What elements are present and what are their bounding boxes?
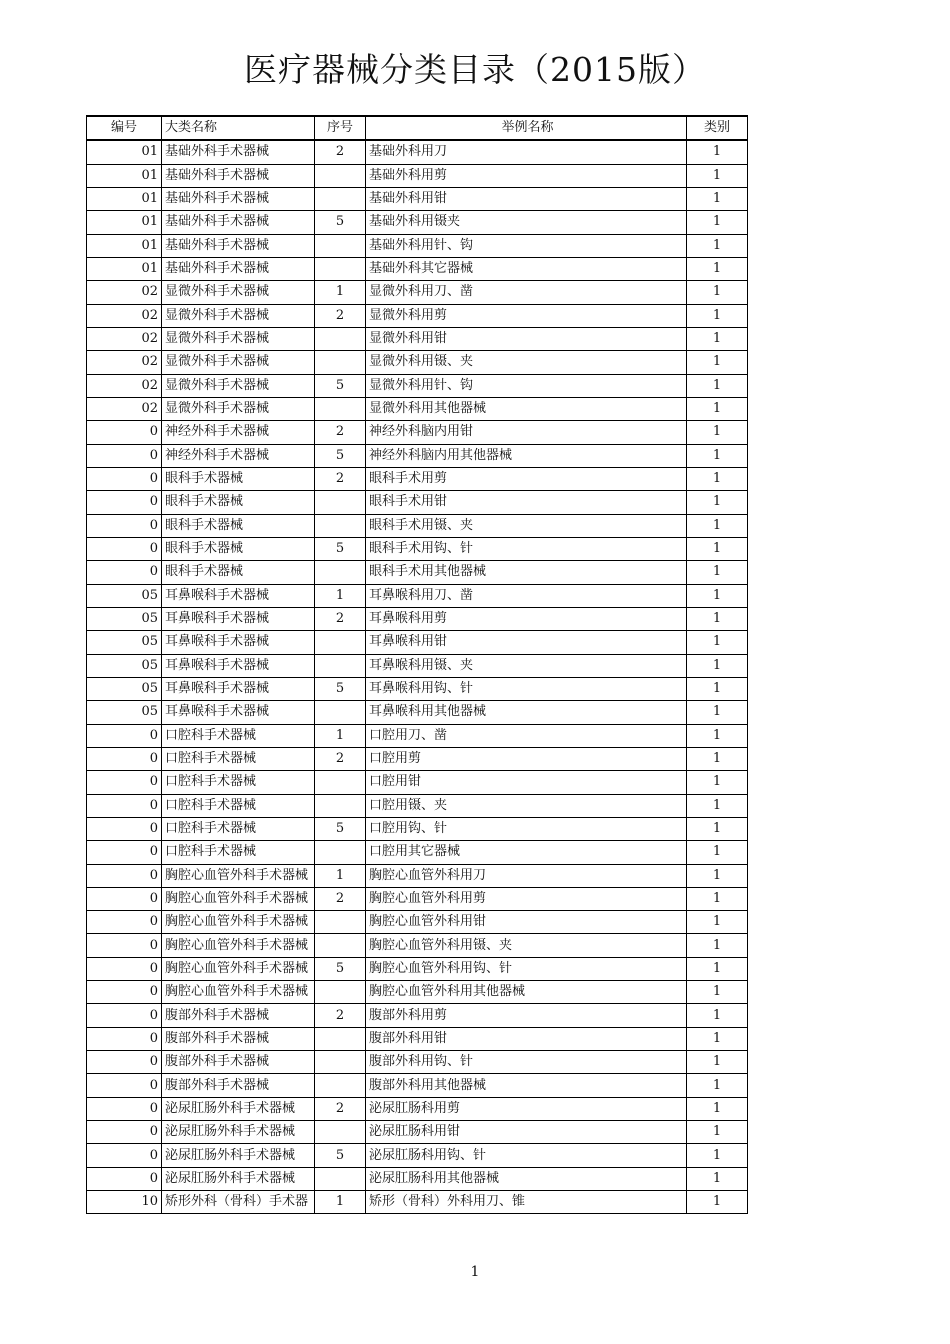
- table-row: [87, 677, 748, 700]
- cell-example: 眼科手术用其他器械: [366, 561, 687, 584]
- cell-example: 神经外科脑内用钳: [366, 421, 687, 444]
- table-body: [87, 140, 748, 1214]
- table-row: [87, 444, 748, 467]
- cell-seq: [315, 257, 366, 280]
- cell-example: 显微外科用钳: [366, 327, 687, 350]
- cell-code: 02: [87, 304, 162, 327]
- cell-code: 05: [87, 701, 162, 724]
- cell-class: 1: [687, 281, 748, 304]
- cell-example: 胸腔心血管外科用钩、针: [366, 957, 687, 980]
- cell-code: 0: [87, 817, 162, 840]
- cell-seq: 2: [315, 1097, 366, 1120]
- cell-seq: [315, 794, 366, 817]
- cell-seq: [315, 1121, 366, 1144]
- table-row: [87, 1144, 748, 1167]
- cell-category: 神经外科手术器械: [162, 444, 315, 467]
- cell-category: 显微外科手术器械: [162, 351, 315, 374]
- cell-class: 1: [687, 864, 748, 887]
- cell-category: 耳鼻喉科手术器械: [162, 701, 315, 724]
- cell-example: 基础外科用针、钩: [366, 234, 687, 257]
- cell-category: 泌尿肛肠外科手术器械: [162, 1167, 315, 1190]
- cell-example: 口腔用镊、夹: [366, 794, 687, 817]
- table-row: [87, 584, 748, 607]
- cell-code: 0: [87, 1121, 162, 1144]
- cell-code: 0: [87, 1097, 162, 1120]
- cell-seq: [315, 1074, 366, 1097]
- cell-class: 1: [687, 164, 748, 187]
- cell-class: 1: [687, 537, 748, 560]
- cell-seq: 2: [315, 607, 366, 630]
- cell-class: 1: [687, 561, 748, 584]
- cell-code: 0: [87, 1074, 162, 1097]
- cell-code: 0: [87, 724, 162, 747]
- cell-class: 1: [687, 1144, 748, 1167]
- cell-seq: [315, 164, 366, 187]
- cell-class: 1: [687, 607, 748, 630]
- table-row: [87, 934, 748, 957]
- cell-category: 腹部外科手术器械: [162, 1074, 315, 1097]
- cell-example: 眼科手术用钳: [366, 491, 687, 514]
- cell-category: 眼科手术器械: [162, 514, 315, 537]
- cell-category: 耳鼻喉科手术器械: [162, 631, 315, 654]
- cell-class: 1: [687, 444, 748, 467]
- table-row: [87, 1167, 748, 1190]
- cell-class: 1: [687, 327, 748, 350]
- cell-seq: [315, 561, 366, 584]
- cell-category: 胸腔心血管外科手术器械: [162, 957, 315, 980]
- table-row: [87, 607, 748, 630]
- page-title: 医疗器械分类目录（2015版）: [244, 50, 706, 89]
- cell-example: 口腔用剪: [366, 747, 687, 770]
- cell-category: 胸腔心血管外科手术器械: [162, 887, 315, 910]
- cell-example: 胸腔心血管外科用其他器械: [366, 981, 687, 1004]
- cell-example: 基础外科用镊夹: [366, 211, 687, 234]
- cell-example: 泌尿肛肠科用钳: [366, 1121, 687, 1144]
- cell-example: 胸腔心血管外科用钳: [366, 911, 687, 934]
- cell-code: 01: [87, 164, 162, 187]
- table-row: [87, 701, 748, 724]
- cell-category: 眼科手术器械: [162, 561, 315, 584]
- cell-category: 耳鼻喉科手术器械: [162, 607, 315, 630]
- cell-class: 1: [687, 1097, 748, 1120]
- table-row: [87, 1051, 748, 1074]
- cell-category: 腹部外科手术器械: [162, 1051, 315, 1074]
- cell-code: 0: [87, 537, 162, 560]
- cell-category: 矫形外科（骨科）手术器: [162, 1191, 315, 1214]
- cell-code: 01: [87, 140, 162, 164]
- cell-seq: 2: [315, 140, 366, 164]
- table-row: [87, 1121, 748, 1144]
- cell-example: 胸腔心血管外科用剪: [366, 887, 687, 910]
- cell-code: 0: [87, 1167, 162, 1190]
- cell-code: 02: [87, 327, 162, 350]
- cell-example: 耳鼻喉科用钩、针: [366, 677, 687, 700]
- cell-category: 耳鼻喉科手术器械: [162, 654, 315, 677]
- cell-category: 基础外科手术器械: [162, 140, 315, 164]
- cell-example: 腹部外科用其他器械: [366, 1074, 687, 1097]
- cell-class: 1: [687, 467, 748, 490]
- cell-code: 01: [87, 187, 162, 210]
- table-row: [87, 234, 748, 257]
- cell-category: 腹部外科手术器械: [162, 1027, 315, 1050]
- cell-seq: [315, 351, 366, 374]
- table-row: [87, 327, 748, 350]
- cell-seq: [315, 771, 366, 794]
- cell-example: 显微外科用镊、夹: [366, 351, 687, 374]
- table-row: [87, 911, 748, 934]
- cell-class: 1: [687, 1167, 748, 1190]
- cell-class: 1: [687, 421, 748, 444]
- cell-code: 0: [87, 957, 162, 980]
- cell-code: 0: [87, 887, 162, 910]
- cell-class: 1: [687, 1121, 748, 1144]
- cell-example: 泌尿肛肠科用钩、针: [366, 1144, 687, 1167]
- header-example: 举例名称: [366, 116, 687, 140]
- cell-seq: 2: [315, 887, 366, 910]
- table-row: [87, 1097, 748, 1120]
- table-row: [87, 397, 748, 420]
- table-row: [87, 514, 748, 537]
- cell-category: 口腔科手术器械: [162, 771, 315, 794]
- cell-example: 基础外科用刀: [366, 140, 687, 164]
- table-row: [87, 491, 748, 514]
- cell-class: 1: [687, 1191, 748, 1214]
- cell-code: 02: [87, 374, 162, 397]
- cell-code: 01: [87, 211, 162, 234]
- cell-example: 矫形（骨科）外科用刀、锥: [366, 1191, 687, 1214]
- cell-seq: [315, 841, 366, 864]
- cell-example: 胸腔心血管外科用镊、夹: [366, 934, 687, 957]
- cell-class: 1: [687, 351, 748, 374]
- cell-seq: [315, 654, 366, 677]
- cell-category: 口腔科手术器械: [162, 747, 315, 770]
- cell-class: 1: [687, 654, 748, 677]
- cell-category: 基础外科手术器械: [162, 234, 315, 257]
- cell-seq: [315, 911, 366, 934]
- table-row: [87, 164, 748, 187]
- cell-class: 1: [687, 957, 748, 980]
- cell-example: 基础外科用剪: [366, 164, 687, 187]
- cell-seq: [315, 1051, 366, 1074]
- cell-seq: 5: [315, 957, 366, 980]
- cell-seq: 5: [315, 444, 366, 467]
- cell-category: 胸腔心血管外科手术器械: [162, 911, 315, 934]
- table-row: [87, 351, 748, 374]
- cell-class: 1: [687, 1074, 748, 1097]
- cell-class: 1: [687, 187, 748, 210]
- cell-code: 0: [87, 841, 162, 864]
- cell-class: 1: [687, 631, 748, 654]
- cell-code: 0: [87, 911, 162, 934]
- cell-class: 1: [687, 1004, 748, 1027]
- header-code: 编号: [87, 116, 162, 140]
- cell-category: 口腔科手术器械: [162, 724, 315, 747]
- table-row: [87, 887, 748, 910]
- cell-category: 口腔科手术器械: [162, 794, 315, 817]
- cell-code: 0: [87, 771, 162, 794]
- table-row: [87, 1004, 748, 1027]
- table-header-row: [87, 116, 748, 140]
- cell-class: 1: [687, 841, 748, 864]
- catalog-table: [86, 115, 748, 1214]
- cell-example: 腹部外科用钩、针: [366, 1051, 687, 1074]
- cell-example: 显微外科用刀、凿: [366, 281, 687, 304]
- cell-class: 1: [687, 701, 748, 724]
- table-row: [87, 724, 748, 747]
- cell-example: 基础外科用钳: [366, 187, 687, 210]
- cell-example: 耳鼻喉科用其他器械: [366, 701, 687, 724]
- cell-code: 01: [87, 234, 162, 257]
- cell-category: 显微外科手术器械: [162, 374, 315, 397]
- cell-example: 口腔用刀、凿: [366, 724, 687, 747]
- cell-example: 显微外科用针、钩: [366, 374, 687, 397]
- cell-seq: 1: [315, 864, 366, 887]
- cell-seq: [315, 327, 366, 350]
- cell-code: 05: [87, 654, 162, 677]
- cell-example: 眼科手术用镊、夹: [366, 514, 687, 537]
- cell-example: 眼科手术用剪: [366, 467, 687, 490]
- cell-category: 显微外科手术器械: [162, 304, 315, 327]
- cell-category: 显微外科手术器械: [162, 397, 315, 420]
- cell-example: 耳鼻喉科用镊、夹: [366, 654, 687, 677]
- table-row: [87, 747, 748, 770]
- cell-seq: [315, 514, 366, 537]
- table-row: [87, 374, 748, 397]
- cell-category: 基础外科手术器械: [162, 164, 315, 187]
- cell-class: 1: [687, 491, 748, 514]
- table-row: [87, 304, 748, 327]
- cell-code: 05: [87, 631, 162, 654]
- cell-seq: [315, 631, 366, 654]
- cell-code: 0: [87, 864, 162, 887]
- cell-seq: [315, 934, 366, 957]
- cell-example: 耳鼻喉科用剪: [366, 607, 687, 630]
- cell-category: 显微外科手术器械: [162, 281, 315, 304]
- cell-example: 口腔用其它器械: [366, 841, 687, 864]
- cell-code: 0: [87, 1051, 162, 1074]
- cell-code: 0: [87, 747, 162, 770]
- cell-class: 1: [687, 887, 748, 910]
- cell-category: 基础外科手术器械: [162, 211, 315, 234]
- cell-class: 1: [687, 514, 748, 537]
- table-row: [87, 841, 748, 864]
- cell-category: 眼科手术器械: [162, 491, 315, 514]
- cell-class: 1: [687, 584, 748, 607]
- cell-code: 02: [87, 351, 162, 374]
- cell-class: 1: [687, 934, 748, 957]
- table-row: [87, 981, 748, 1004]
- cell-category: 胸腔心血管外科手术器械: [162, 864, 315, 887]
- table-row: [87, 794, 748, 817]
- cell-example: 眼科手术用钩、针: [366, 537, 687, 560]
- cell-example: 耳鼻喉科用钳: [366, 631, 687, 654]
- cell-category: 口腔科手术器械: [162, 817, 315, 840]
- table-row: [87, 211, 748, 234]
- cell-seq: 2: [315, 467, 366, 490]
- header-class: 类别: [687, 116, 748, 140]
- cell-code: 0: [87, 491, 162, 514]
- cell-example: 泌尿肛肠科用其他器械: [366, 1167, 687, 1190]
- cell-code: 05: [87, 607, 162, 630]
- cell-code: 0: [87, 1027, 162, 1050]
- cell-seq: [315, 397, 366, 420]
- table-row: [87, 187, 748, 210]
- cell-seq: 5: [315, 374, 366, 397]
- table-row: [87, 771, 748, 794]
- cell-seq: 1: [315, 281, 366, 304]
- cell-code: 0: [87, 794, 162, 817]
- table-row: [87, 1027, 748, 1050]
- cell-seq: 1: [315, 724, 366, 747]
- cell-category: 泌尿肛肠外科手术器械: [162, 1097, 315, 1120]
- cell-category: 耳鼻喉科手术器械: [162, 584, 315, 607]
- cell-class: 1: [687, 374, 748, 397]
- cell-category: 眼科手术器械: [162, 537, 315, 560]
- cell-code: 10: [87, 1191, 162, 1214]
- cell-code: 02: [87, 397, 162, 420]
- cell-seq: [315, 701, 366, 724]
- cell-class: 1: [687, 211, 748, 234]
- cell-example: 耳鼻喉科用刀、凿: [366, 584, 687, 607]
- cell-code: 0: [87, 1004, 162, 1027]
- table-row: [87, 537, 748, 560]
- cell-seq: [315, 981, 366, 1004]
- cell-code: 0: [87, 467, 162, 490]
- header-category: 大类名称: [162, 116, 315, 140]
- header-seq: 序号: [315, 116, 366, 140]
- cell-class: 1: [687, 140, 748, 164]
- cell-seq: [315, 187, 366, 210]
- cell-seq: [315, 1167, 366, 1190]
- cell-category: 胸腔心血管外科手术器械: [162, 981, 315, 1004]
- cell-code: 0: [87, 421, 162, 444]
- cell-class: 1: [687, 677, 748, 700]
- cell-example: 神经外科脑内用其他器械: [366, 444, 687, 467]
- cell-example: 胸腔心血管外科用刀: [366, 864, 687, 887]
- cell-category: 耳鼻喉科手术器械: [162, 677, 315, 700]
- cell-class: 1: [687, 771, 748, 794]
- cell-category: 显微外科手术器械: [162, 327, 315, 350]
- cell-class: 1: [687, 794, 748, 817]
- cell-seq: 5: [315, 537, 366, 560]
- cell-class: 1: [687, 304, 748, 327]
- table-row: [87, 957, 748, 980]
- cell-example: 腹部外科用钳: [366, 1027, 687, 1050]
- table-row: [87, 817, 748, 840]
- cell-code: 05: [87, 677, 162, 700]
- cell-code: 0: [87, 444, 162, 467]
- cell-seq: [315, 1027, 366, 1050]
- cell-class: 1: [687, 397, 748, 420]
- cell-class: 1: [687, 911, 748, 934]
- cell-seq: 5: [315, 211, 366, 234]
- table-row: [87, 467, 748, 490]
- table-row: [87, 257, 748, 280]
- cell-class: 1: [687, 1027, 748, 1050]
- cell-example: 口腔用钩、针: [366, 817, 687, 840]
- cell-code: 02: [87, 281, 162, 304]
- cell-class: 1: [687, 817, 748, 840]
- cell-seq: 2: [315, 747, 366, 770]
- cell-example: 腹部外科用剪: [366, 1004, 687, 1027]
- cell-class: 1: [687, 1051, 748, 1074]
- cell-seq: 5: [315, 817, 366, 840]
- cell-class: 1: [687, 747, 748, 770]
- cell-category: 泌尿肛肠外科手术器械: [162, 1121, 315, 1144]
- cell-example: 显微外科用剪: [366, 304, 687, 327]
- cell-code: 01: [87, 257, 162, 280]
- cell-seq: [315, 491, 366, 514]
- cell-class: 1: [687, 981, 748, 1004]
- cell-seq: 2: [315, 421, 366, 444]
- cell-category: 眼科手术器械: [162, 467, 315, 490]
- cell-example: 泌尿肛肠科用剪: [366, 1097, 687, 1120]
- cell-category: 腹部外科手术器械: [162, 1004, 315, 1027]
- cell-code: 0: [87, 981, 162, 1004]
- table-row: [87, 421, 748, 444]
- cell-class: 1: [687, 724, 748, 747]
- cell-class: 1: [687, 257, 748, 280]
- cell-code: 0: [87, 514, 162, 537]
- cell-example: 基础外科其它器械: [366, 257, 687, 280]
- cell-category: 神经外科手术器械: [162, 421, 315, 444]
- cell-code: 0: [87, 1144, 162, 1167]
- cell-category: 口腔科手术器械: [162, 841, 315, 864]
- cell-seq: 2: [315, 1004, 366, 1027]
- table-row: [87, 140, 748, 164]
- table-row: [87, 864, 748, 887]
- cell-example: 口腔用钳: [366, 771, 687, 794]
- cell-category: 泌尿肛肠外科手术器械: [162, 1144, 315, 1167]
- table-row: [87, 1074, 748, 1097]
- cell-class: 1: [687, 234, 748, 257]
- cell-example: 显微外科用其他器械: [366, 397, 687, 420]
- table-row: [87, 281, 748, 304]
- cell-category: 基础外科手术器械: [162, 187, 315, 210]
- cell-seq: 5: [315, 1144, 366, 1167]
- table-row: [87, 631, 748, 654]
- cell-category: 胸腔心血管外科手术器械: [162, 934, 315, 957]
- table-row: [87, 654, 748, 677]
- cell-seq: [315, 234, 366, 257]
- page-number: 1: [470, 1264, 480, 1280]
- cell-code: 0: [87, 934, 162, 957]
- cell-seq: 5: [315, 677, 366, 700]
- cell-seq: 1: [315, 584, 366, 607]
- cell-category: 基础外科手术器械: [162, 257, 315, 280]
- table-row: [87, 1191, 748, 1214]
- cell-code: 0: [87, 561, 162, 584]
- cell-code: 05: [87, 584, 162, 607]
- cell-seq: 2: [315, 304, 366, 327]
- table-row: [87, 561, 748, 584]
- cell-seq: 1: [315, 1191, 366, 1214]
